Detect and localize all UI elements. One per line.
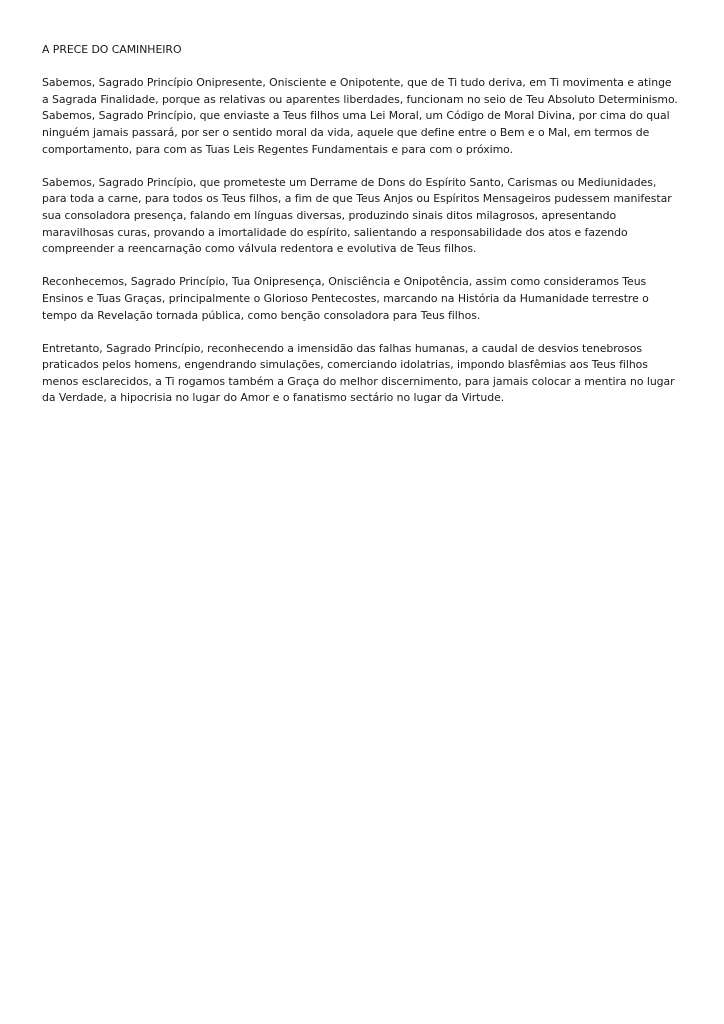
paragraph-2: Sabemos, Sagrado Princípio, que prometeste um Derrame de Dons do Espírito Santo, Carismas ou Mediunidades, para toda a carne, para todos os Teus filhos, a fim de que Teus Anjos ou Espíritos Mensageiros pudessem manifestar sua consoladora presença, falando em línguas diversas, produzindo sinais ditos milagrosos, apresentando maravilhosas curas, provando a imortalidade do espírito, salientando a responsabilidade dos atos e fazendo compreender a reencarnação como válvula redentora e evolutiva de Teus filhos. bbox=[42, 175, 672, 256]
document-title: A PRECE DO CAMINHEIRO bbox=[42, 43, 182, 56]
paragraph-1: Sabemos, Sagrado Princípio Onipresente, Onisciente e Onipotente, que de Ti tudo deriva, em Ti movimenta e atinge a Sagrada Finalidade, porque as relativas ou aparentes liberdades, funcionam no seio de Teu Absoluto Determinismo. Sabemos, Sagrado Princípio, que enviaste a Teus filhos uma Lei Moral, um Código de Moral Divina, por cima do qual ninguém jamais passará, por ser o sentido moral da vida, aquele que define entre o Bem e o Mal, em termos de comportamento, para com as Tuas Leis Regentes Fundamentais e para com o próximo. bbox=[42, 76, 678, 156]
paragraph-4: Entretanto, Sagrado Princípio, reconhecendo a imensidão das falhas humanas, a caudal de desvios tenebrosos praticados pelos homens, engendrando simulações, comerciando idolatrias, impondo blasfêmias aos Teus filhos menos esclarecidos, a Ti rogamos também a Graça do melhor discernimento, para jamais colocar a mentira no lugar da Verdade, a hipocrisia no lugar do Amor e o fanatismo sectário no lugar da Virtude. bbox=[42, 341, 675, 405]
paragraph-3: Reconhecemos, Sagrado Princípio, Tua Onipresença, Onisciência e Onipotência, assim como consideramos Teus Ensinos e Tuas Graças, principalmente o Glorioso Pentecostes, marcando na História da Humanidade terrestre o tempo da Revelação tornada pública, como benção consoladora para Teus filhos. bbox=[42, 275, 649, 322]
document-body bbox=[42, 42, 678, 424]
